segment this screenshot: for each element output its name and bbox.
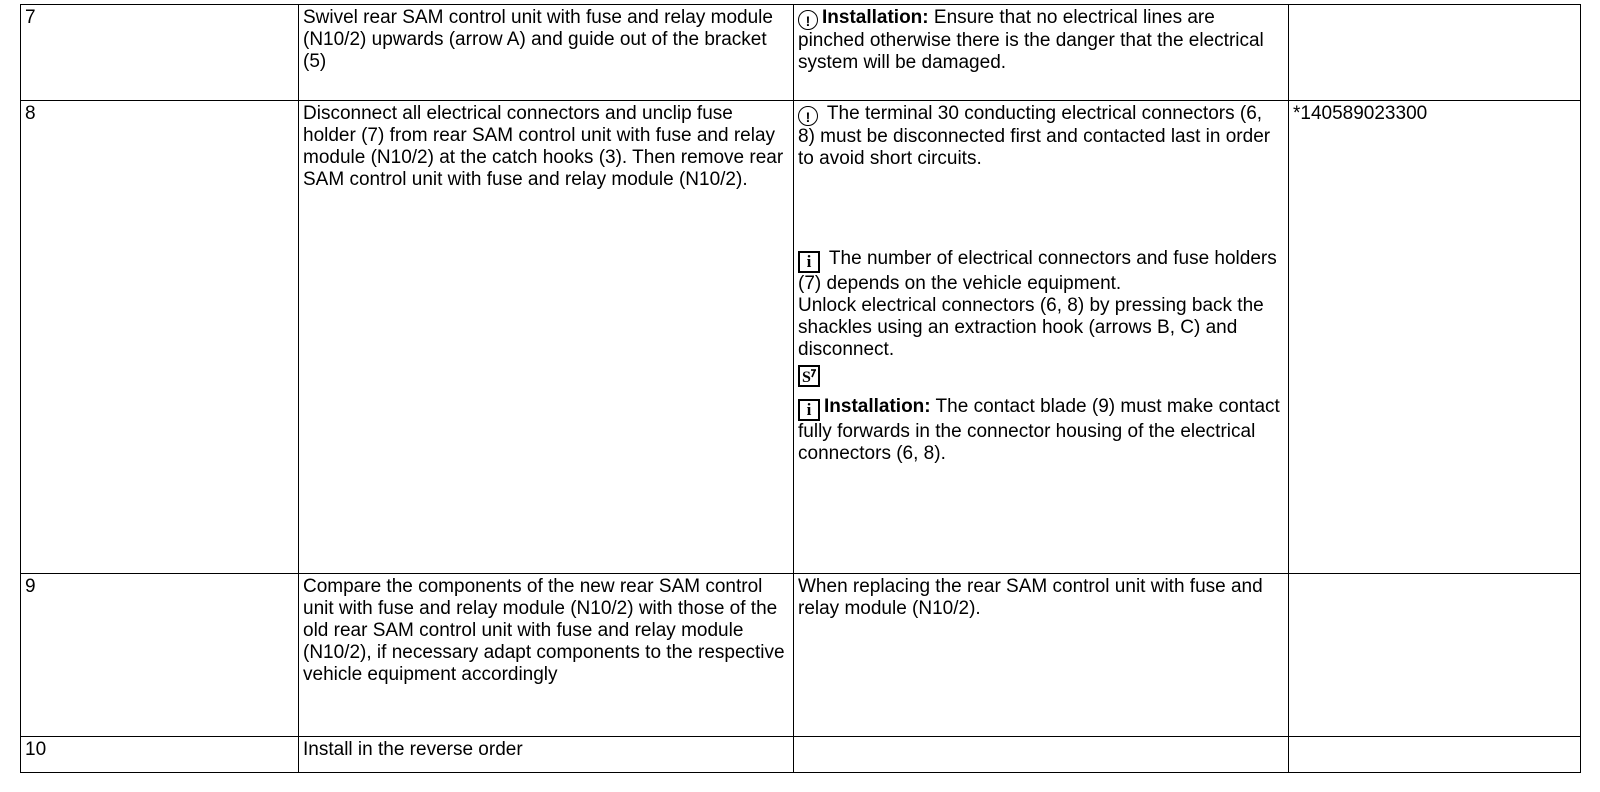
info-box-icon: i [798, 399, 820, 421]
step-action: Disconnect all electrical connectors and unclip fuse holder (7) from rear SAM control unit with fuse and relay module (N10/2) at the catch hooks (3). Then remove rear SAM control unit with fuse and relay module (N10/2). [299, 101, 794, 574]
note-text: Ensure that no electrical lines are pinched otherwise there is the danger that the electrical system will be damaged. [798, 7, 1264, 73]
warning-circle-icon: ! [798, 106, 818, 126]
procedure-table [20, 4, 1581, 773]
reference-cell [1289, 737, 1581, 773]
step-number: 9 [21, 574, 299, 737]
tool-line [798, 365, 1284, 390]
spacer [798, 170, 1284, 248]
note-text: The number of electrical connectors and fuse holders (7) depends on the vehicle equipment. [798, 248, 1277, 294]
note-warning [798, 103, 1284, 170]
reference-number[interactable]: *140589023300 [1293, 103, 1428, 124]
table-row [21, 5, 1581, 101]
step-number: 10 [21, 737, 299, 773]
special-tool-icon[interactable] [798, 365, 820, 387]
step-notes [794, 574, 1289, 737]
warning-circle-icon: ! [798, 10, 818, 30]
step-number: 7 [21, 5, 299, 101]
step-action: Compare the components of the new rear SAM control unit with fuse and relay module (N10/2) with those of the old rear SAM control unit with fuse and relay module (N10/2), if necessary adapt components to the respective vehicle equipment accordingly [299, 574, 794, 737]
note-info [798, 248, 1284, 295]
step-notes [794, 5, 1289, 101]
note-label: Installation: [824, 396, 931, 417]
info-box-icon: i [798, 251, 820, 273]
note-text: When replacing the rear SAM control unit with fuse and relay module (N10/2). [798, 576, 1263, 619]
step-action: Install in the reverse order [299, 737, 794, 773]
note-label: Installation: [822, 7, 929, 28]
note-text: Unlock electrical connectors (6, 8) by pressing back the shackles using an extraction hook (arrows B, C) and disconnect. [798, 295, 1264, 360]
step-number: 8 [21, 101, 299, 574]
table-row [21, 737, 1581, 773]
step-action: Swivel rear SAM control unit with fuse and relay module (N10/2) upwards (arrow A) and guide out of the bracket (5) [299, 5, 794, 101]
note-installation [798, 396, 1284, 465]
table-row [21, 101, 1581, 574]
reference-cell [1289, 5, 1581, 101]
note-text: The terminal 30 conducting electrical connectors (6, 8) must be disconnected first and contacted last in order to avoid short circuits. [798, 103, 1271, 169]
svg-text:S: S [802, 369, 811, 385]
reference-cell [1289, 574, 1581, 737]
note-text: The contact blade (9) must make contact fully forwards in the connector housing of the electrical connectors (6, 8). [798, 396, 1280, 464]
reference-cell [1289, 101, 1581, 574]
step-notes [794, 737, 1289, 773]
table-row [21, 574, 1581, 737]
step-notes [794, 101, 1289, 574]
